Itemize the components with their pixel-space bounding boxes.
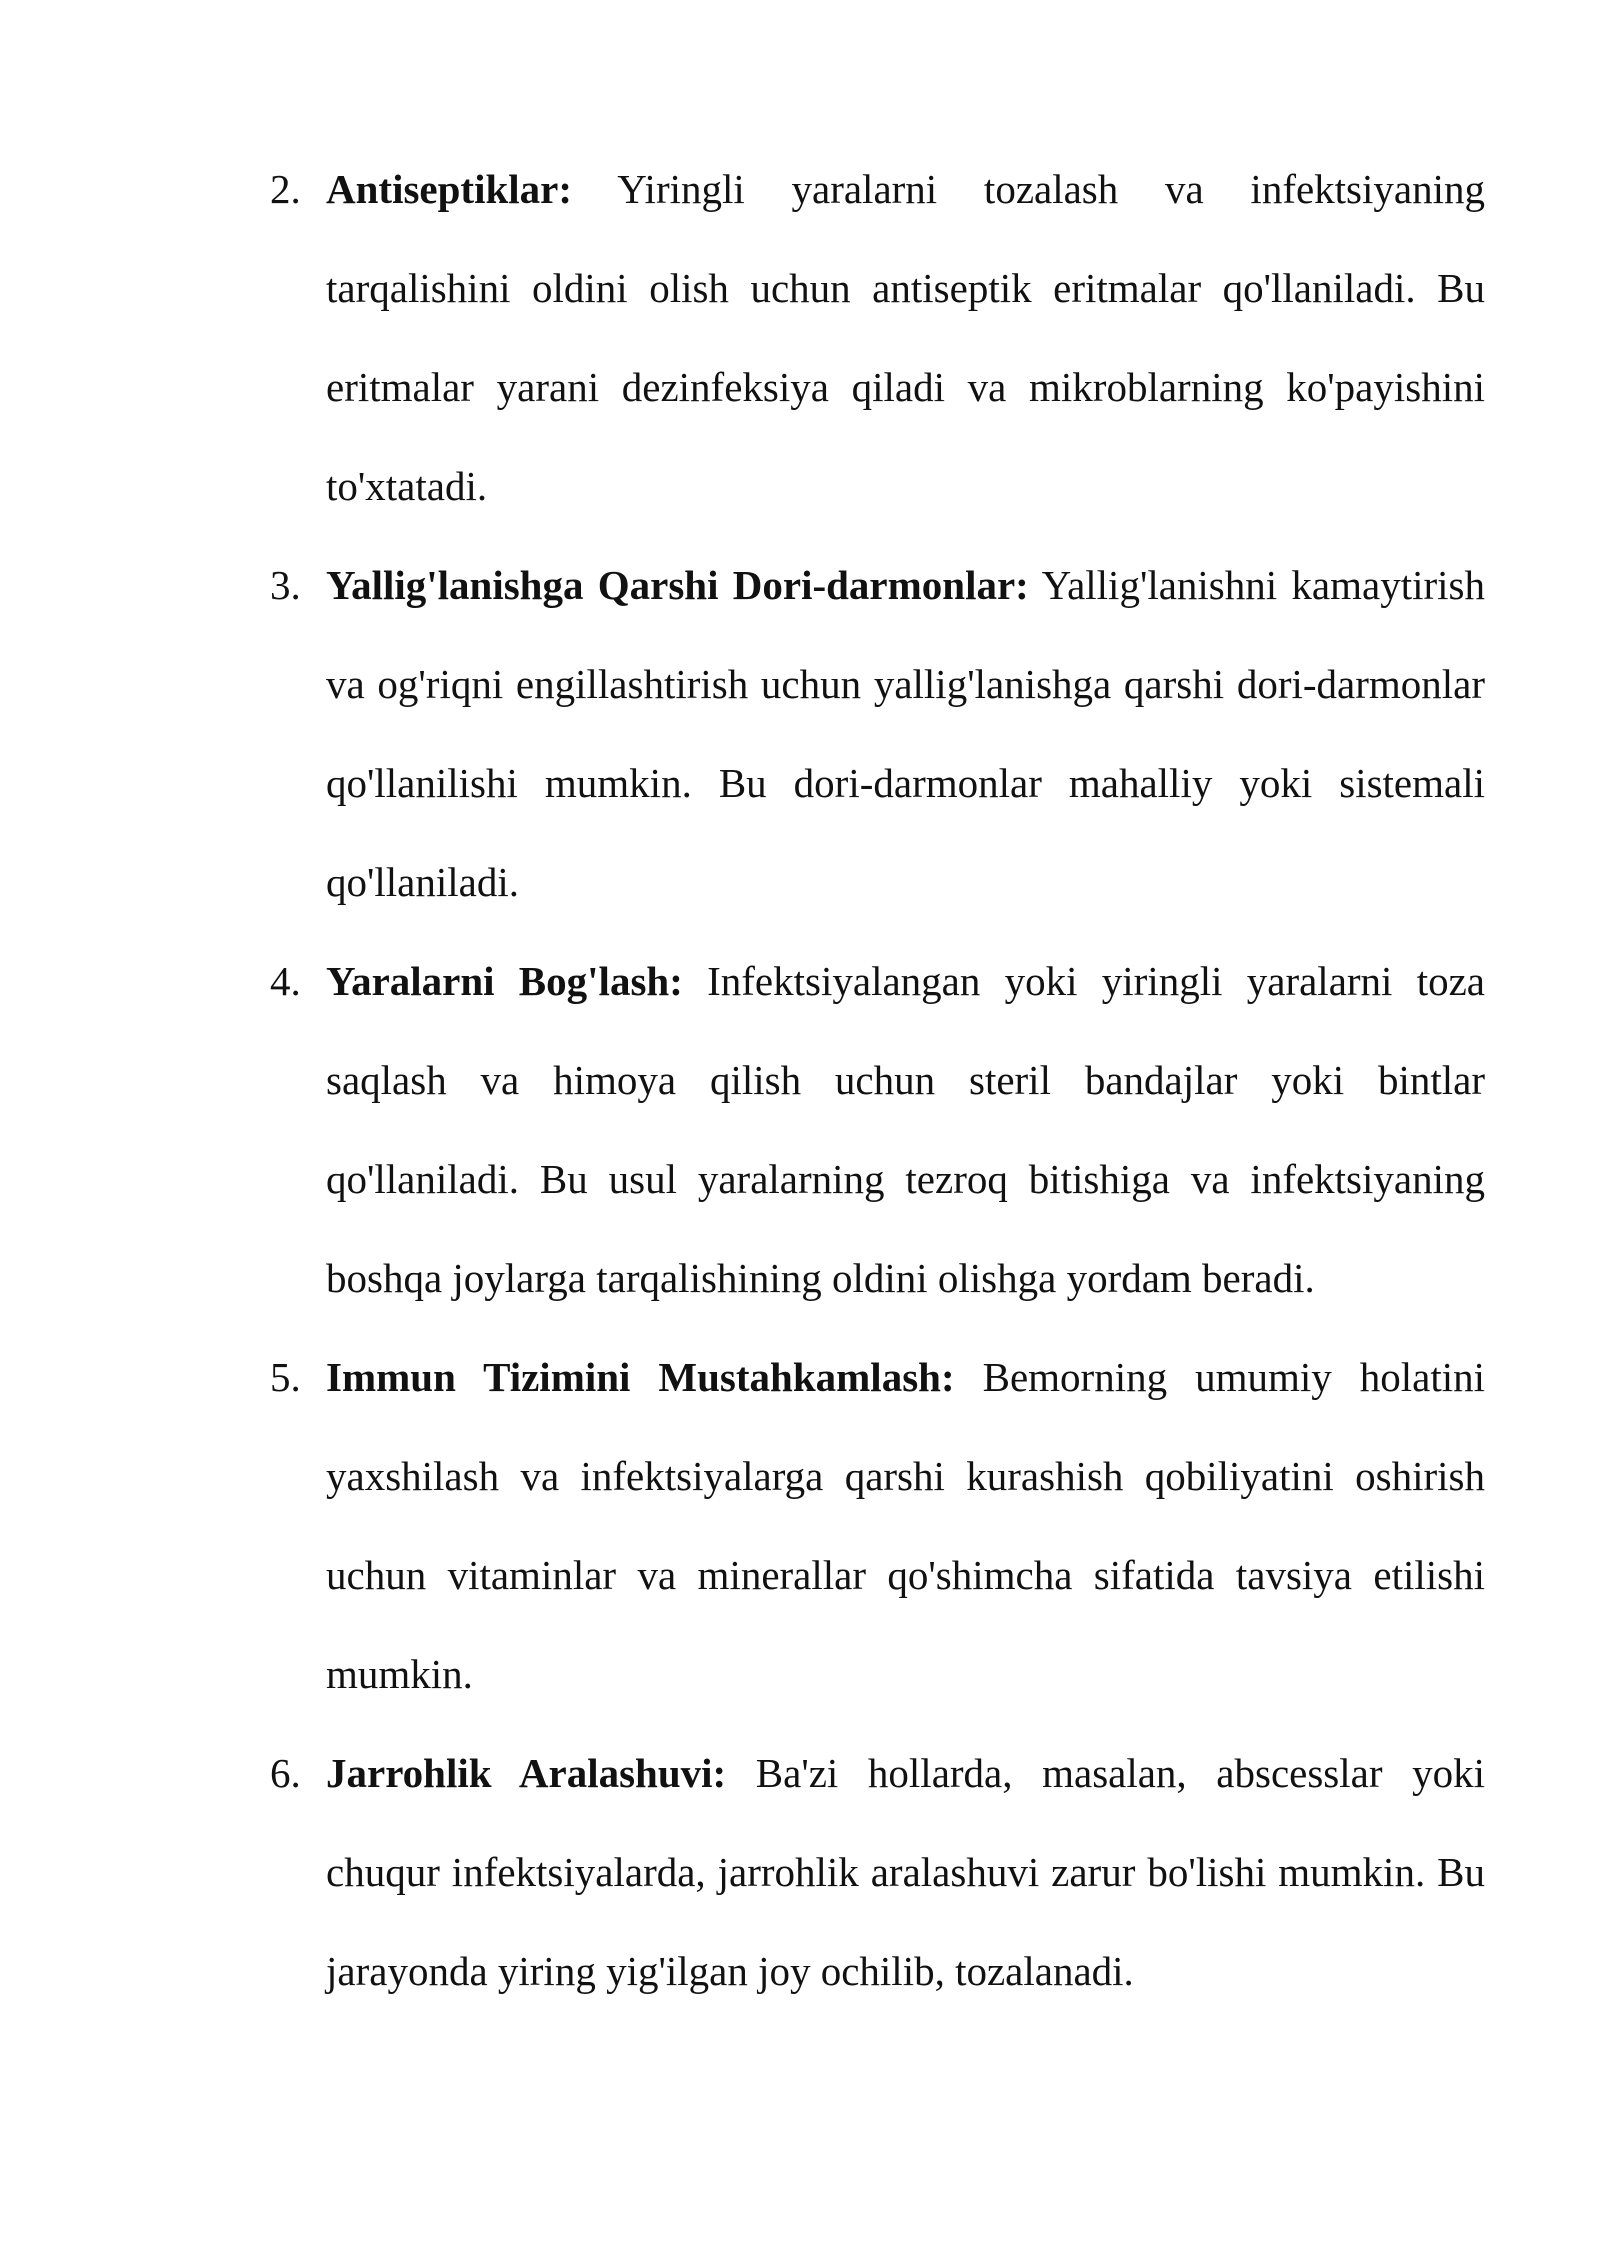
list-item-text: Yallig'lanishni kamaytirish va og'riqni engillashtirish uchun yallig'lanishga qarshi dori-darmonlar qo'llanilishi mumkin. Bu dori-darmonlar mahalliy yoki sistemali qo'llaniladi. (326, 562, 1485, 905)
list-item-surgery (270, 1724, 1485, 2021)
list-item-number: 4. (270, 958, 301, 1004)
list-item-title: Antiseptiklar: (326, 166, 572, 212)
list-item-text: Bemorning umumiy holatini yaxshilash va infektsiyalarga qarshi kurashish qobiliyatini oshirish uchun vitaminlar va minerallar qo'shimcha sifatida tavsiya etilishi mumkin. (326, 1354, 1485, 1697)
list-item-title: Jarrohlik Aralashuvi: (326, 1750, 727, 1796)
list-item-anti-inflammatory (270, 536, 1485, 932)
list-item-antiseptics (270, 140, 1485, 536)
list-item-number: 3. (270, 562, 301, 608)
list-item-immune-support (270, 1328, 1485, 1724)
list-item-title: Yaralarni Bog'lash: (326, 958, 683, 1004)
list-item-number: 6. (270, 1750, 301, 1796)
list-item-number: 5. (270, 1354, 301, 1400)
list-item-wound-dressing (270, 932, 1485, 1328)
list-item-text: Infektsiyalangan yoki yiringli yaralarni toza saqlash va himoya qilish uchun steril bandajlar yoki bintlar qo'llaniladi. Bu usul yaralarning tezroq bitishiga va infektsiyaning boshqa joylarga tarqalishining oldini olishga yordam beradi. (326, 958, 1485, 1301)
list-item-number: 2. (270, 166, 301, 212)
list-item-text: Ba'zi hollarda, masalan, abscesslar yoki chuqur infektsiyalarda, jarrohlik aralashuvi zarur bo'lishi mumkin. Bu jarayonda yiring yig'ilgan joy ochilib, tozalanadi. (326, 1750, 1485, 1994)
treatment-list (270, 140, 1485, 2021)
list-item-title: Yallig'lanishga Qarshi Dori-darmonlar: (326, 562, 1029, 608)
list-item-title: Immun Tizimini Mustahkamlash: (326, 1354, 955, 1400)
list-item-text: Yiringli yaralarni tozalash va infektsiyaning tarqalishini oldini olish uchun antiseptik eritmalar qo'llaniladi. Bu eritmalar yarani dezinfeksiya qiladi va mikroblarning ko'payishini to'xtatadi. (326, 166, 1485, 509)
